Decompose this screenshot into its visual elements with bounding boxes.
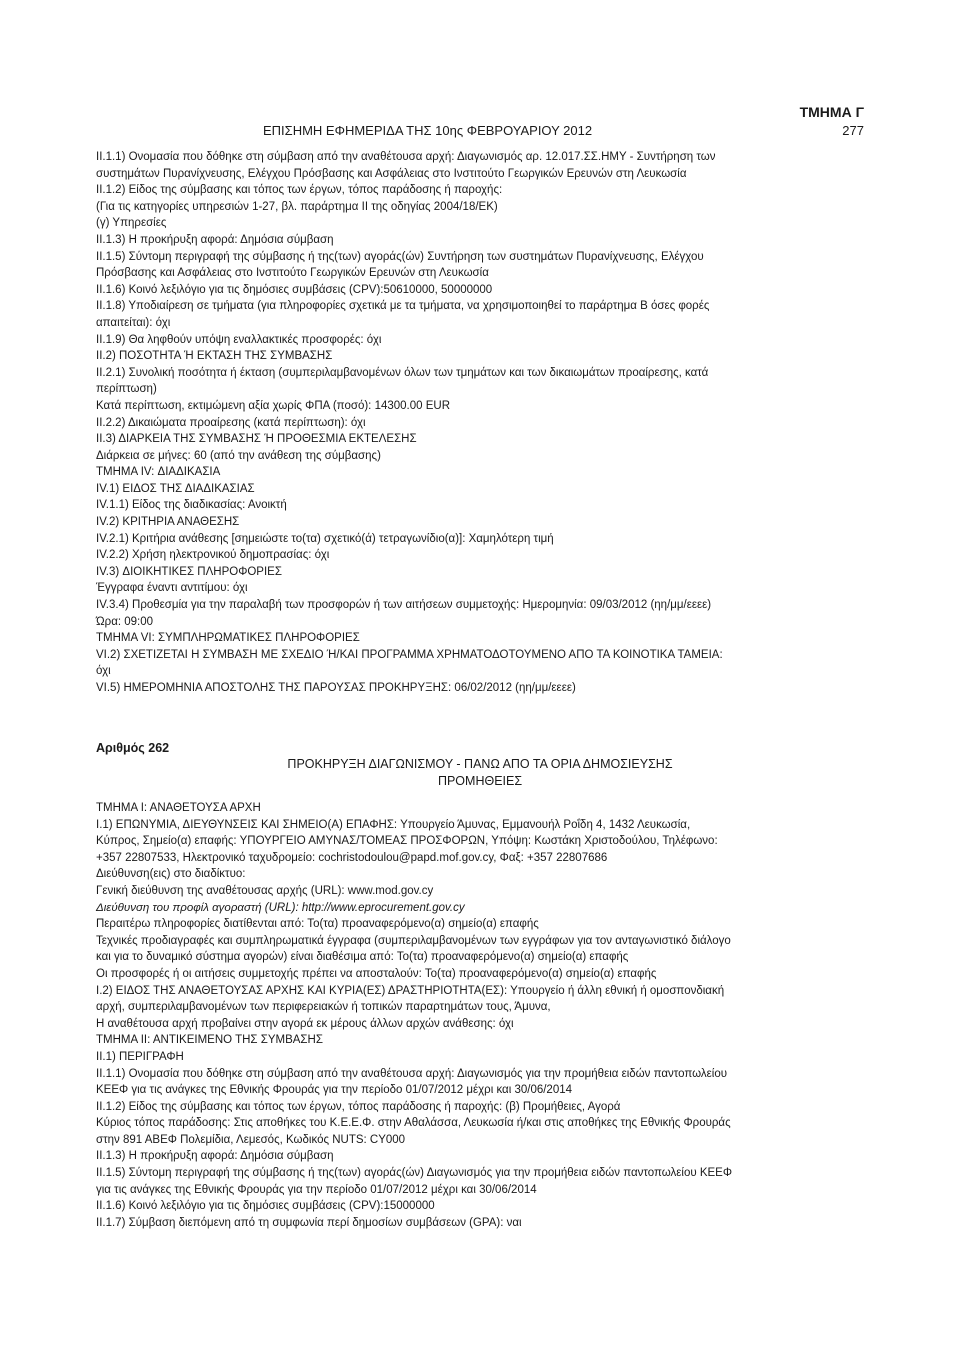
- text-line: IV.2) ΚΡΙΤΗΡΙΑ ΑΝΑΘΕΣΗΣ: [96, 516, 240, 529]
- text-line: ΙΙ.1.5) Σύντομη περιγραφή της σύμβασης ή της(των) αγοράς(ών) Διαγωνισμός για την προμήθεια ειδών παντοπωλείου ΚΕΕΦ: [96, 1167, 733, 1180]
- text-line: Ι.1) ΕΠΩΝΥΜΙΑ, ΔΙΕΥΘΥΝΣΕΙΣ ΚΑΙ ΣΗΜΕΙΟ(Α) ΕΠΑΦΗΣ: Υπουργείο Άμυνας, Εμμανουήλ Ροΐδη 4, 1432 Λευκωσία,: [96, 818, 691, 831]
- text-line: αρχή, συμπεριλαμβανομένων των περιφερειακών ή τοπικών παραρτημάτων τους, Άμυνα,: [96, 1001, 551, 1014]
- text-line: IV.1) ΕΙΔΟΣ ΤΗΣ ΔΙΑΔΙΚΑΣΙΑΣ: [96, 482, 255, 495]
- text-line: ΤΜΗΜΑ ΙΙ: ΑΝΤΙΚΕΙΜΕΝΟ ΤΗΣ ΣΥΜΒΑΣΗΣ: [96, 1034, 323, 1047]
- notice-number: Αριθμός 262: [96, 741, 170, 755]
- text-line: Ώρα: 09:00: [96, 615, 154, 628]
- text-line: Περαιτέρω πληροφορίες διατίθενται από: Το(τα) προαναφερόμενο(α) σημείο(α) επαφής: [96, 918, 539, 931]
- text-line: Τεχνικές προδιαγραφές και συμπληρωματικά έγγραφα (συμπεριλαμβανομένων των εγγράφων για τον ανταγωνιστικό διάλογο: [96, 934, 731, 947]
- text-line: ΙΙ.1.3) Η προκήρυξη αφορά: Δημόσια σύμβαση: [96, 1150, 334, 1163]
- text-line: IV.3) ΔΙΟΙΚΗΤΙΚΕΣ ΠΛΗΡΟΦΟΡΙΕΣ: [96, 565, 282, 578]
- text-line: IV.2.1) Κριτήρια ανάθεσης [σημειώστε το(τα) σχετικό(ά) τετραγωνίδιο(α)]: Χαμηλότερη τιμή: [96, 532, 554, 545]
- text-line: Πρόσβασης και Ασφάλειας στο Ινστιτούτο Γεωργικών Ερευνών στη Λευκωσία: [96, 267, 489, 280]
- text-line: ΤΜΗΜΑ Ι: ΑΝΑΘΕΤΟΥΣΑ ΑΡΧΗ: [96, 802, 261, 814]
- text-line: (γ) Υπηρεσίες: [96, 217, 167, 230]
- text-line: ΙΙ.3) ΔΙΑΡΚΕΙΑ ΤΗΣ ΣΥΜΒΑΣΗΣ Ή ΠΡΟΘΕΣΜΙΑ ΕΚΤΕΛΕΣΗΣ: [96, 433, 417, 446]
- text-line: IV.3.4) Προθεσμία για την παραλαβή των προσφορών ή των αιτήσεων συμμετοχής: Ημερομηνία: 09/03/2012 (ηη/μμ/εεεε): [96, 599, 712, 612]
- text-line: ΙΙ.1.2) Είδος της σύμβασης και τόπος των έργων, τόπος παράδοσης ή παροχής: (β) Προμήθειες, Αγορά: [96, 1100, 621, 1113]
- text-line: Ι.2) ΕΙΔΟΣ ΤΗΣ ΑΝΑΘΕΤΟΥΣΑΣ ΑΡΧΗΣ ΚΑΙ ΚΥΡΙΑ(ΕΣ) ΔΡΑΣΤΗΡΙΟΤΗΤΑ(ΕΣ): Υπουργείο ή άλλη εθνική ή ομοσπονδιακή: [96, 984, 725, 997]
- text-line: Διεύθυνση(εις) στο διαδίκτυο:: [96, 868, 246, 881]
- text-line: και για το δυναμικό σύστημα αγορών) είναι διαθέσιμα από: Το(τα) προαναφερόμενο(α) σημείο(α) επαφής: [96, 951, 629, 964]
- text-line: ΙΙ.1.2) Είδος της σύμβασης και τόπος των έργων, τόπος παράδοσης ή παροχής:: [96, 184, 503, 197]
- text-line: IV.2.2) Χρήση ηλεκτρονικού δημοπρασίας: όχι: [96, 549, 330, 562]
- notice-title-line-1: ΠΡΟΚΗΡΥΞΗ ΔΙΑΓΩΝΙΣΜΟΥ - ΠΑΝΩ ΑΠΟ ΤΑ ΟΡΙΑ ΔΗΜΟΣΙΕΥΣΗΣ: [287, 757, 673, 771]
- notice-title-line-2: ΠΡΟΜΗΘΕΙΕΣ: [437, 774, 523, 788]
- text-line: ΙΙ.2.2) Δικαιώματα προαίρεσης (κατά περίπτωση): όχι: [96, 416, 366, 429]
- text-line: συστημάτων Πυρανίχνευσης, Ελέγχου Πρόσβασης και Ασφάλειας στο Ινστιτούτο Γεωργικών Ερευνών στη Λευκωσία: [96, 167, 687, 180]
- text-line: ΙΙ.2.1) Συνολική ποσότητα ή έκταση (συμπεριλαμβανομένων όλων των τμημάτων και των δικαιωμάτων προαίρεσης, κατά: [96, 366, 709, 379]
- text-line: περίπτωση): [96, 383, 157, 396]
- text-line: Η αναθέτουσα αρχή προβαίνει στην αγορά εκ μέρους άλλων αρχών ανάθεσης: όχι: [96, 1017, 514, 1030]
- text-line: (Για τις κατηγορίες υπηρεσιών 1-27, βλ. παράρτημα ΙΙ της οδηγίας 2004/18/ΕΚ): [96, 200, 498, 213]
- text-line: ΤΜΗΜΑ VI: ΣΥΜΠΛΗΡΩΜΑΤΙΚΕΣ ΠΛΗΡΟΦΟΡΙΕΣ: [96, 632, 360, 645]
- text-line: Κύριος τόπος παράδοσης: Στις αποθήκες του Κ.Ε.Ε.Φ. στην Αθαλάσσα, Λευκωσία ή/και στις αποθήκες της Εθνικής Φρουράς: [96, 1117, 731, 1130]
- text-line: ΙΙ.1.8) Υποδιαίρεση σε τμήματα (για πληροφορίες σχετικά με τα τμήματα, να χρησιμοποιηθεί το παράρτημα Β όσες φορές: [96, 300, 710, 313]
- text-line: όχι: [96, 665, 111, 678]
- text-line: VI.5) ΗΜΕΡΟΜΗΝΙΑ ΑΠΟΣΤΟΛΗΣ ΤΗΣ ΠΑΡΟΥΣΑΣ ΠΡΟΚΗΡΥΞΗΣ: 06/02/2012 (ηη/μμ/εεεε): [96, 682, 576, 694]
- text-line: Οι προσφορές ή οι αιτήσεις συμμετοχής πρέπει να αποσταλούν: Το(τα) προαναφερόμενο(α) σημείο(α) επαφής: [96, 967, 657, 980]
- text-line: ΙΙ.2) ΠΟΣΟΤΗΤΑ Ή ΕΚΤΑΣΗ ΤΗΣ ΣΥΜΒΑΣΗΣ: [96, 350, 333, 363]
- text-line: ΙΙ.1.7) Σύμβαση διεπόμενη από τη συμφωνία περί δημοσίων συμβάσεων (GPA): ναι: [96, 1216, 522, 1229]
- text-line: Κατά περίπτωση, εκτιμώμενη αξία χωρίς ΦΠΑ (ποσό): 14300.00 EUR: [96, 399, 451, 412]
- text-line: ΙΙ.1.5) Σύντομη περιγραφή της σύμβασης ή της(των) αγοράς(ών) Συντήρηση των συστημάτων Πυρανίχνευσης, Ελέγχου: [96, 250, 704, 263]
- text-line: για τις ανάγκες της Εθνικής Φρουράς για την περίοδο 01/07/2012 μέχρι και 30/06/2014: [96, 1183, 537, 1196]
- text-line: ΙΙ.1.1) Ονομασία που δόθηκε στη σύμβαση από την αναθέτουσα αρχή: Διαγωνισμός αρ. 12.017.ΣΣ.ΗΜΥ - Συντήρηση των: [96, 151, 716, 163]
- text-line: IV.1.1) Είδος της διαδικασίας: Ανοικτή: [96, 499, 287, 512]
- section-heading: ΤΜΗΜΑ Γ: [799, 104, 864, 120]
- text-line: ΙΙ.1.3) Η προκήρυξη αφορά: Δημόσια σύμβαση: [96, 233, 334, 246]
- text-line: ΙΙ.1.6) Κοινό λεξιλόγιο για τις δημόσιες συμβάσεις (CPV):15000000: [96, 1200, 435, 1213]
- text-line: Κύπρος, Σημείο(α) επαφής: ΥΠΟΥΡΓΕΙΟ ΑΜΥΝΑΣ/ΤΟΜΕΑΣ ΠΡΟΣΦΟΡΩΝ, Υπόψη: Κωστάκη Χριστοδούλου, Τηλέφωνο:: [96, 835, 718, 848]
- text-line: ΙΙ.1.1) Ονομασία που δόθηκε στη σύμβαση από την αναθέτουσα αρχή: Διαγωνισμός για την προμήθεια ειδών παντοπωλείου: [96, 1067, 728, 1080]
- text-line: Διεύθυνση του προφίλ αγοραστή (URL): http://www.eprocurement.gov.cy: [96, 901, 465, 914]
- text-line: VI.2) ΣΧΕΤΙΖΕΤΑΙ Η ΣΥΜΒΑΣΗ ΜΕ ΣΧΕΔΙΟ Ή/ΚΑΙ ΠΡΟΓΡΑΜΜΑ ΧΡΗΜΑΤΟΔΟΤΟΥΜΕΝΟ ΑΠΟ ΤΑ ΚΟΙΝΟΤΙΚΑ ΤΑΜΕΙΑ:: [96, 648, 723, 661]
- text-line: στην 891 ΑΒΕΦ Πολεμίδια, Λεμεσός, Κωδικός NUTS: CY000: [96, 1133, 406, 1146]
- page-number: 277: [842, 123, 864, 138]
- text-line: Έγγραφα έναντι αντιτίμου: όχι: [96, 582, 248, 595]
- notice-1-body: [96, 149, 864, 697]
- text-line: Γενική διεύθυνση της αναθέτουσας αρχής (URL): www.mod.gov.cy: [96, 884, 434, 897]
- gazette-title: ΕΠΙΣΗΜΗ ΕΦΗΜΕΡΙΔΑ ΤΗΣ 10ης ΦΕΒΡΟΥΑΡΙΟΥ 2012: [263, 123, 593, 138]
- text-line: απαιτείται): όχι: [96, 316, 171, 329]
- text-line: +357 22807533, Ηλεκτρονικό ταχυδρομείο: cochristodoulou@papd.mof.gov.cy, Φαξ: +357 22807686: [96, 851, 608, 864]
- text-line: ΤΜΗΜΑ IV: ΔΙΑΔΙΚΑΣΙΑ: [96, 466, 221, 479]
- text-line: ΚΕΕΦ για τις ανάγκες της Εθνικής Φρουράς για την περίοδο 01/07/2012 μέχρι και 30/06/2014: [96, 1084, 573, 1097]
- text-line: Διάρκεια σε μήνες: 60 (από την ανάθεση της σύμβασης): [96, 449, 381, 462]
- text-line: ΙΙ.1.9) Θα ληφθούν υπόψη εναλλακτικές προσφορές: όχι: [96, 333, 382, 346]
- notice-2-body: [96, 800, 864, 1231]
- text-line: ΙΙ.1) ΠΕΡΙΓΡΑΦΗ: [96, 1050, 184, 1063]
- text-line: ΙΙ.1.6) Κοινό λεξιλόγιο για τις δημόσιες συμβάσεις (CPV):50610000, 50000000: [96, 283, 493, 296]
